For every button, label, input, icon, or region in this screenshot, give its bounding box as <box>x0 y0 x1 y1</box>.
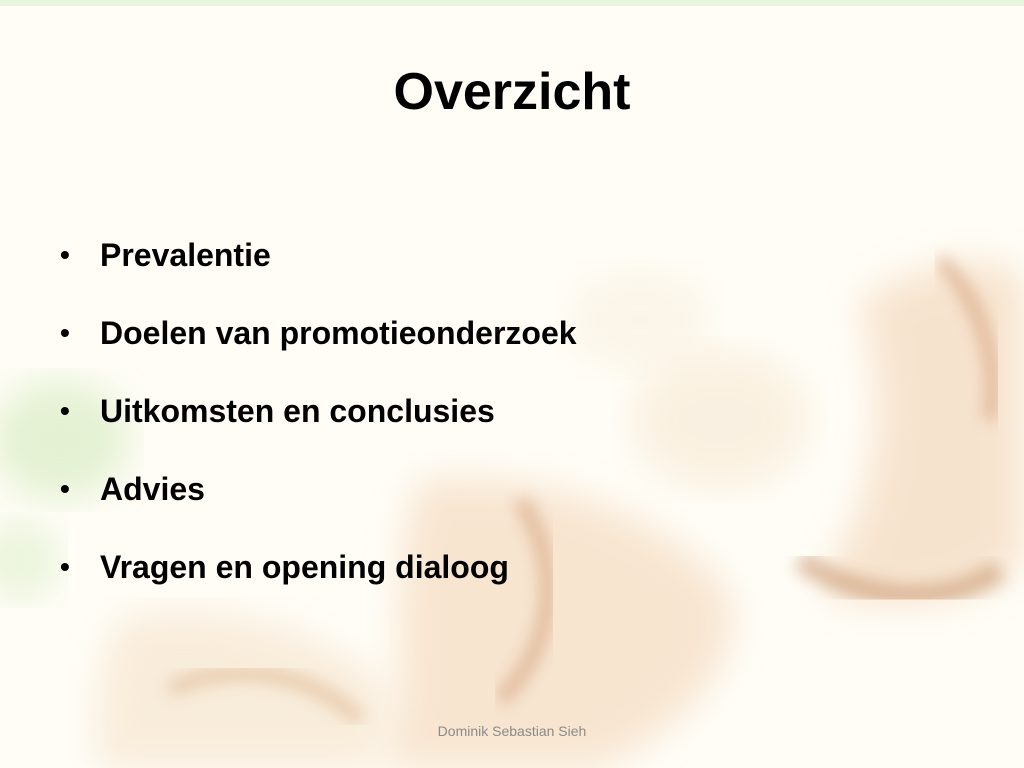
bullet-dot-icon: • <box>60 551 70 582</box>
bullet-text: Doelen van promotieonderzoek <box>100 314 577 351</box>
list-item <box>60 528 577 606</box>
bullet-text: Vragen en opening dialoog <box>100 548 509 585</box>
bullet-dot-icon: • <box>60 395 70 426</box>
bullet-list <box>60 216 577 606</box>
list-item <box>60 450 577 528</box>
bullet-dot-icon: • <box>60 317 70 348</box>
bullet-dot-icon: • <box>60 473 70 504</box>
list-item <box>60 372 577 450</box>
bullet-text: Uitkomsten en conclusies <box>100 392 495 429</box>
bullet-dot-icon: • <box>60 239 70 270</box>
slide-footer: Dominik Sebastian Sieh <box>437 723 587 739</box>
list-item <box>60 216 577 294</box>
slide-title: Overzicht <box>393 63 631 121</box>
bullet-text: Prevalentie <box>100 236 271 273</box>
list-item <box>60 294 577 372</box>
bullet-text: Advies <box>100 470 205 507</box>
